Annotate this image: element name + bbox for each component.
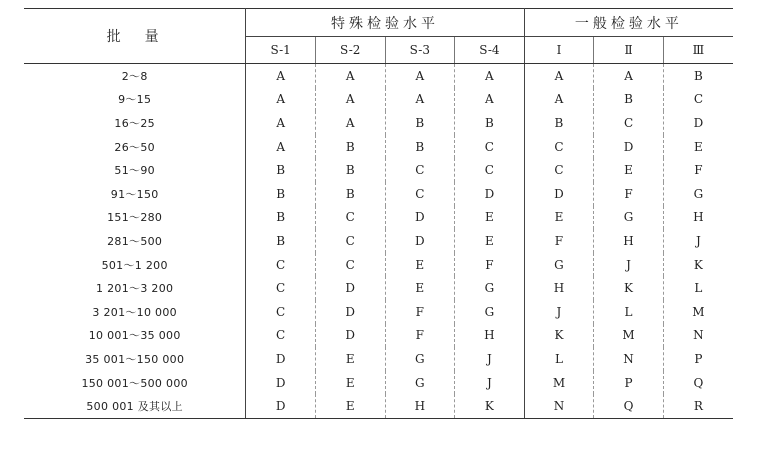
- code-letter-cell: E: [385, 253, 455, 277]
- code-letter-cell: K: [524, 324, 594, 348]
- code-letter-cell: B: [315, 135, 385, 159]
- lot-size-cell: 91～150: [24, 182, 246, 206]
- code-letter-cell: E: [524, 206, 594, 230]
- lot-size-cell: 500 001 及其以上: [24, 394, 246, 418]
- lot-size-cell: 35 001～150 000: [24, 347, 246, 371]
- code-letter-cell: B: [246, 229, 316, 253]
- code-letter-cell: B: [315, 182, 385, 206]
- table-row: [24, 371, 733, 395]
- code-letter-cell: B: [385, 135, 455, 159]
- code-letter-cell: D: [524, 182, 594, 206]
- code-letter-cell: B: [455, 111, 525, 135]
- code-letter-cell: G: [594, 206, 664, 230]
- code-letter-cell: A: [246, 64, 316, 88]
- code-letter-cell: B: [694, 68, 703, 83]
- level-header-general-2: Ⅱ: [594, 37, 664, 64]
- table-row: [24, 88, 733, 112]
- code-letter-cell: G: [455, 300, 525, 324]
- code-letter-cell: A: [524, 88, 594, 112]
- code-letter-cell: A: [246, 88, 316, 112]
- lot-size-cell: 9～15: [24, 88, 246, 112]
- code-letter-cell: A: [246, 135, 316, 159]
- code-letter-cell: G: [693, 186, 704, 201]
- lot-size-cell: 501～1 200: [24, 253, 246, 277]
- header-row-groups: [24, 9, 733, 37]
- table-body: [24, 64, 733, 419]
- code-letter-cell: A: [594, 64, 664, 88]
- lot-size-cell: 3 201～10 000: [24, 300, 246, 324]
- code-letter-cell: H: [385, 394, 455, 418]
- code-letter-cell: C: [455, 135, 525, 159]
- table-row: [24, 347, 733, 371]
- code-letter-cell: A: [385, 88, 455, 112]
- code-letter-cell: H: [524, 276, 594, 300]
- table-row: [24, 111, 733, 135]
- code-letter-cell: N: [693, 328, 704, 343]
- code-letter-cell: A: [385, 64, 455, 88]
- lot-size-cell: 2～8: [24, 64, 246, 88]
- code-letter-cell: B: [246, 206, 316, 230]
- lot-size-cell: 151～280: [24, 206, 246, 230]
- code-letter-cell: A: [524, 64, 594, 88]
- table-row: [24, 276, 733, 300]
- code-letter-cell: F: [594, 182, 664, 206]
- code-letter-cell: B: [594, 88, 664, 112]
- code-letter-cell: A: [315, 64, 385, 88]
- table-row: [24, 135, 733, 159]
- code-letter-cell: C: [455, 158, 525, 182]
- code-letter-cell: D: [315, 276, 385, 300]
- lot-size-cell: 16～25: [24, 111, 246, 135]
- lot-size-cell: 26～50: [24, 135, 246, 159]
- code-letter-cell: A: [455, 88, 525, 112]
- table-row: [24, 64, 733, 88]
- code-letter-cell: K: [455, 394, 525, 418]
- code-letter-cell: B: [524, 111, 594, 135]
- level-header-s2: S-2: [315, 37, 385, 64]
- code-letter-cell: N: [524, 394, 594, 418]
- level-header-s4: S-4: [455, 37, 525, 64]
- code-letter-cell: M: [594, 324, 664, 348]
- code-letter-cell: A: [315, 88, 385, 112]
- table-row: [24, 229, 733, 253]
- code-letter-cell: M: [692, 304, 705, 319]
- code-letter-cell: E: [385, 276, 455, 300]
- level-header-general-3: Ⅲ: [663, 37, 733, 64]
- level-header-general-1: Ⅰ: [524, 37, 594, 64]
- code-letter-cell: J: [455, 371, 525, 395]
- lot-size-cell: 1 201～3 200: [24, 276, 246, 300]
- table-row: [24, 253, 733, 277]
- code-letter-cell: F: [694, 163, 703, 178]
- table-row: [24, 182, 733, 206]
- general-inspection-level-header: 一般检验水平: [524, 9, 733, 37]
- level-header-s1: S-1: [246, 37, 316, 64]
- code-letter-cell: A: [315, 111, 385, 135]
- level-header-s3: S-3: [385, 37, 455, 64]
- code-letter-cell: C: [315, 206, 385, 230]
- code-letter-cell: F: [455, 253, 525, 277]
- code-letter-cell: L: [594, 300, 664, 324]
- code-letter-cell: G: [385, 371, 455, 395]
- code-letter-cell: C: [524, 158, 594, 182]
- code-letter-cell: D: [385, 206, 455, 230]
- code-letter-cell: F: [385, 324, 455, 348]
- code-letter-cell: E: [455, 206, 525, 230]
- code-letter-cell: J: [594, 253, 664, 277]
- code-letter-cell: H: [693, 210, 704, 225]
- code-letter-cell: J: [455, 347, 525, 371]
- code-letter-cell: L: [524, 347, 594, 371]
- table-row: [24, 300, 733, 324]
- code-letter-cell: D: [385, 229, 455, 253]
- code-letter-cell: D: [455, 182, 525, 206]
- special-inspection-level-header: 特殊检验水平: [246, 9, 524, 37]
- code-letter-cell: D: [246, 371, 316, 395]
- code-letter-cell: E: [455, 229, 525, 253]
- code-letter-cell: C: [315, 253, 385, 277]
- code-letter-cell: D: [594, 135, 664, 159]
- code-letter-cell: G: [455, 276, 525, 300]
- code-letter-cell: E: [315, 371, 385, 395]
- code-letter-cell: C: [246, 253, 316, 277]
- sample-size-code-table: [24, 8, 733, 419]
- code-letter-cell: C: [246, 276, 316, 300]
- code-letter-cell: Q: [594, 394, 664, 418]
- code-letter-cell: C: [693, 92, 703, 107]
- lot-size-cell: 10 001～35 000: [24, 324, 246, 348]
- table-row: [24, 158, 733, 182]
- code-letter-cell: A: [455, 64, 525, 88]
- code-letter-cell: K: [594, 276, 664, 300]
- table-row: [24, 394, 733, 418]
- table-row: [24, 324, 733, 348]
- code-letter-cell: P: [694, 351, 703, 366]
- code-letter-cell: G: [385, 347, 455, 371]
- code-letter-cell: J: [524, 300, 594, 324]
- code-letter-cell: N: [594, 347, 664, 371]
- lot-size-cell: 150 001～500 000: [24, 371, 246, 395]
- code-letter-cell: E: [694, 139, 703, 154]
- lot-size-cell: 51～90: [24, 158, 246, 182]
- code-letter-cell: D: [246, 394, 316, 418]
- code-letter-cell: H: [455, 324, 525, 348]
- code-letter-cell: E: [594, 158, 664, 182]
- code-letter-cell: D: [315, 300, 385, 324]
- code-letter-cell: C: [385, 182, 455, 206]
- code-letter-cell: F: [524, 229, 594, 253]
- code-letter-cell: P: [594, 371, 664, 395]
- code-letter-cell: J: [696, 233, 701, 248]
- code-letter-cell: C: [524, 135, 594, 159]
- code-letter-cell: R: [663, 394, 733, 418]
- code-letter-cell: B: [385, 111, 455, 135]
- code-letter-cell: G: [524, 253, 594, 277]
- code-letter-cell: L: [694, 281, 703, 296]
- code-letter-cell: C: [246, 300, 316, 324]
- code-letter-cell: D: [246, 347, 316, 371]
- code-letter-cell: C: [594, 111, 664, 135]
- code-letter-cell: D: [693, 115, 704, 130]
- code-letter-cell: B: [246, 158, 316, 182]
- code-letter-cell: C: [385, 158, 455, 182]
- lot-size-header: 批量: [24, 9, 246, 64]
- code-letter-cell: K: [693, 257, 703, 272]
- code-letter-cell: A: [246, 111, 316, 135]
- table-row: [24, 206, 733, 230]
- sample-size-code-table-container: [24, 8, 733, 419]
- code-letter-cell: D: [315, 324, 385, 348]
- code-letter-cell: Q: [693, 375, 704, 390]
- code-letter-cell: E: [315, 347, 385, 371]
- code-letter-cell: B: [246, 182, 316, 206]
- code-letter-cell: M: [524, 371, 594, 395]
- code-letter-cell: F: [385, 300, 455, 324]
- lot-size-cell: 281～500: [24, 229, 246, 253]
- code-letter-cell: B: [315, 158, 385, 182]
- code-letter-cell: C: [246, 324, 316, 348]
- code-letter-cell: E: [315, 394, 385, 418]
- code-letter-cell: H: [594, 229, 664, 253]
- code-letter-cell: C: [315, 229, 385, 253]
